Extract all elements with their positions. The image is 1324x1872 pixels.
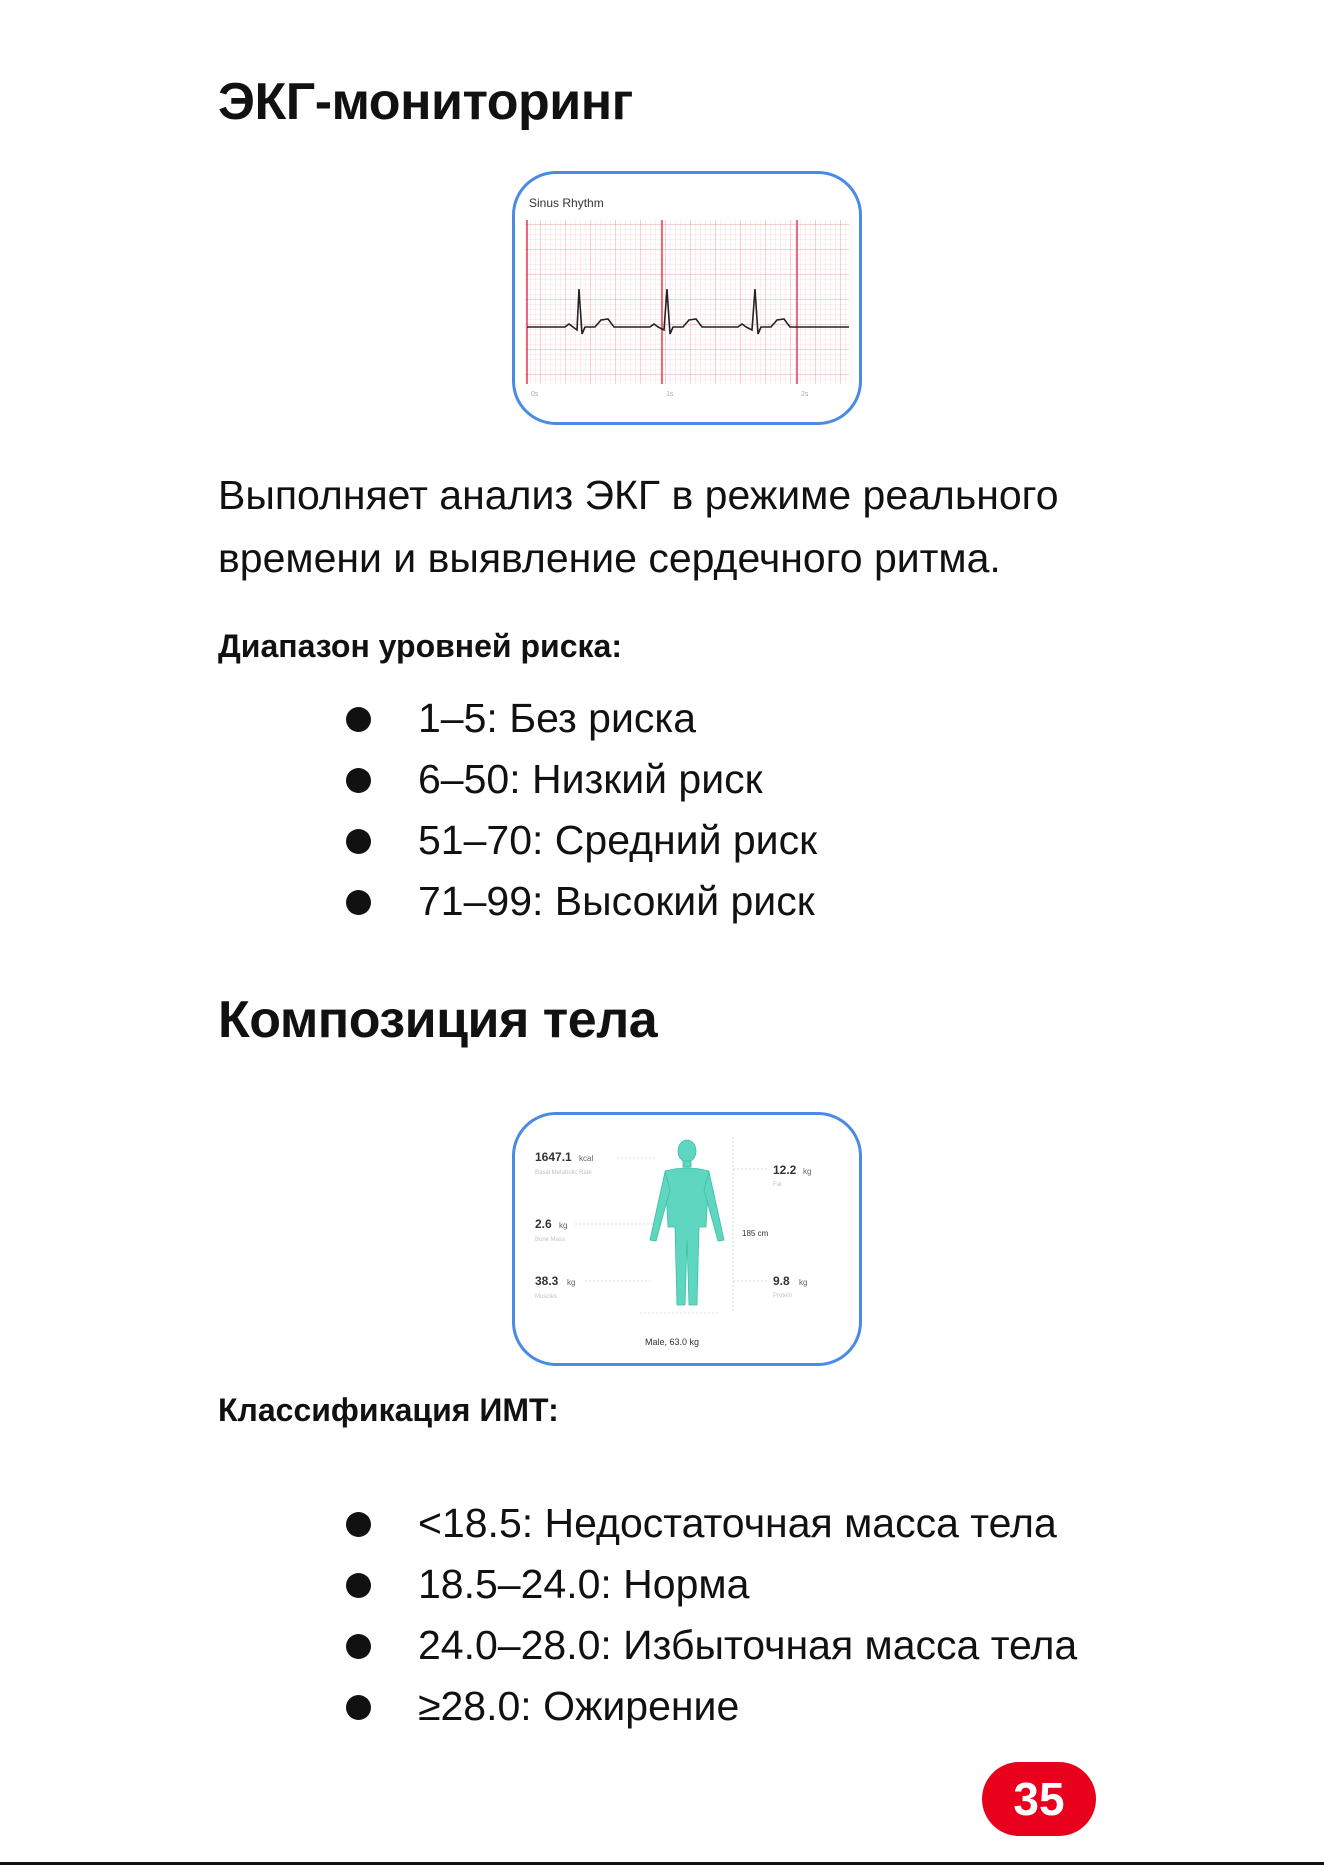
protein-value: 9.8 (773, 1274, 790, 1288)
list-item (0, 688, 1324, 749)
bmi-level-text: <18.5: Недостаточная масса тела (418, 1500, 1057, 1546)
fat-label: Fat (773, 1182, 782, 1188)
ecg-graphic (515, 174, 859, 422)
muscle-label: Muscles (535, 1294, 558, 1300)
bmr-value: 1647.1 (535, 1150, 572, 1164)
bmi-level-text: 18.5–24.0: Норма (418, 1561, 750, 1607)
ecg-tick-label: 0s (531, 391, 539, 398)
risk-heading: Диапазон уровней риска: (218, 628, 622, 664)
risk-level-text: 6–50: Низкий риск (418, 756, 763, 802)
bmr-label: Basal Metabolic Rate (535, 1170, 592, 1176)
risk-list (0, 688, 1324, 932)
list-item (0, 871, 1324, 932)
bottom-divider (0, 1862, 1324, 1865)
list-item (0, 1493, 1324, 1554)
fat-value: 12.2 (773, 1163, 797, 1177)
ecg-tick-label: 2s (801, 391, 809, 398)
risk-level-text: 1–5: Без риска (418, 695, 697, 741)
human-figure-icon (650, 1140, 724, 1305)
bullet-icon (346, 768, 371, 793)
bone-unit: kg (559, 1221, 568, 1230)
bmi-level-text: 24.0–28.0: Избыточная масса тела (418, 1622, 1078, 1668)
body-composition-graphic (515, 1115, 859, 1363)
bullet-icon (346, 829, 371, 854)
bullet-icon (346, 1512, 371, 1537)
protein-unit: kg (799, 1278, 808, 1287)
bone-value: 2.6 (535, 1217, 552, 1231)
body-footer: Male, 63.0 kg (645, 1337, 700, 1347)
protein-label: Protein (773, 1293, 793, 1299)
page-number: 35 (982, 1762, 1096, 1836)
list-item (0, 1554, 1324, 1615)
ecg-grid (525, 220, 849, 384)
bmi-heading: Классификация ИМТ: (218, 1392, 559, 1428)
ecg-image (512, 171, 862, 425)
bone-label: Bone Mass (535, 1237, 566, 1243)
bullet-icon (346, 1634, 371, 1659)
fat-unit: kg (803, 1167, 812, 1176)
bullet-icon (346, 1695, 371, 1720)
ecg-label: Sinus Rhythm (529, 196, 604, 210)
list-item (0, 810, 1324, 871)
muscle-unit: kg (567, 1278, 576, 1287)
list-item (0, 749, 1324, 810)
ecg-section-title: ЭКГ-мониторинг (218, 73, 633, 131)
muscle-value: 38.3 (535, 1274, 559, 1288)
bmr-unit: kcal (579, 1154, 594, 1163)
bullet-icon (346, 707, 371, 732)
risk-level-text: 71–99: Высокий риск (418, 878, 815, 924)
ecg-tick-label: 1s (666, 391, 674, 398)
list-item (0, 1615, 1324, 1676)
bullet-icon (346, 1573, 371, 1598)
body-section-title: Композиция тела (218, 991, 658, 1049)
bmi-level-text: ≥28.0: Ожирение (418, 1683, 740, 1729)
list-item (0, 1676, 1324, 1737)
bmi-list (0, 1493, 1324, 1737)
body-composition-image (512, 1112, 862, 1366)
ecg-description: Выполняет анализ ЭКГ в режиме реального времени и выявление сердечного ритма. (218, 472, 1059, 581)
bullet-icon (346, 890, 371, 915)
height-value: 185 cm (742, 1229, 769, 1238)
risk-level-text: 51–70: Средний риск (418, 817, 818, 863)
